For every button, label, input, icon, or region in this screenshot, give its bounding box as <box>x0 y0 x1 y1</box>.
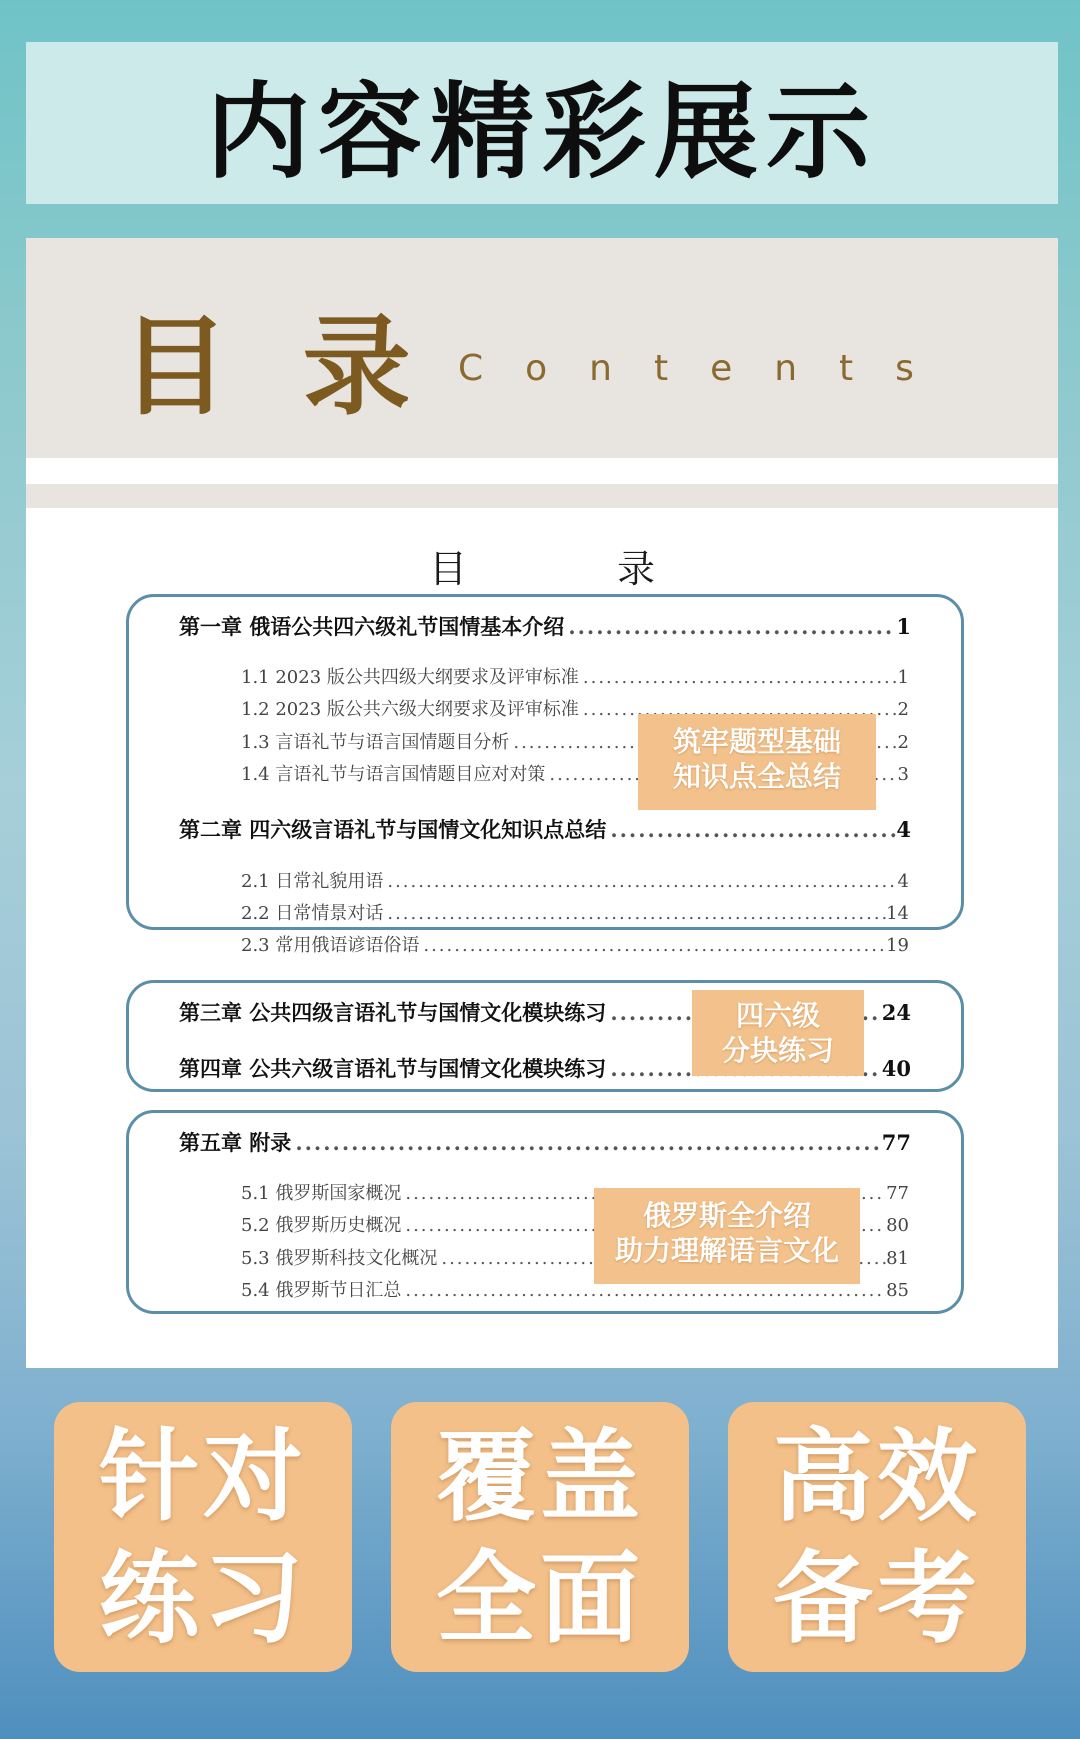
banner-title: 内容精彩展示 <box>205 71 878 193</box>
contents-header <box>26 238 1058 458</box>
toc-chapter[interactable]: 第四章 公共六级言语礼节与国情文化模块练习 ..... 40 <box>129 1053 961 1083</box>
toc-chapter[interactable]: 第一章 俄语公共四六级礼节国情基本介绍 ..... 1 <box>129 611 961 641</box>
toc-section[interactable]: 1.1 2023 版公共四级大纲要求及评审标准 ..... 1 <box>129 663 961 689</box>
toc-heading-right: 录 <box>617 547 656 591</box>
toc-section[interactable]: 2.2 日常情景对话 ..... 14 <box>129 899 961 925</box>
toc-section[interactable]: 5.2 俄罗斯历史概况 ..... 80 <box>129 1211 961 1237</box>
toc-heading <box>26 538 1058 593</box>
toc-page <box>26 508 1058 1368</box>
toc-chapter[interactable]: 第二章 四六级言语礼节与国情文化知识点总结 ..... 4 <box>129 814 961 844</box>
toc-section[interactable]: 2.3 常用俄语谚语俗语 ..... 19 <box>129 931 961 957</box>
highlight-tag: 四六级 分块练习 <box>692 990 864 1076</box>
toc-section[interactable]: 5.4 俄罗斯节日汇总 ..... 85 <box>129 1276 961 1302</box>
feature-card-targeted-practice: 针对 练习 <box>54 1402 352 1672</box>
toc-section[interactable]: 1.3 言语礼节与语言国情题目分析 ..... 2 <box>129 728 961 754</box>
toc-chapter[interactable]: 第五章 附录 ..... 77 <box>129 1127 961 1157</box>
toc-heading-left: 目 <box>428 547 467 591</box>
toc-section[interactable]: 5.1 俄罗斯国家概况 ..... 77 <box>129 1179 961 1205</box>
toc-chapter[interactable]: 第三章 公共四级言语礼节与国情文化模块练习 ..... 24 <box>129 997 961 1027</box>
toc-section[interactable]: 1.2 2023 版公共六级大纲要求及评审标准 ..... 2 <box>129 695 961 721</box>
highlight-tag: 筑牢题型基础 知识点全总结 <box>638 714 876 810</box>
toc-section[interactable]: 2.1 日常礼貌用语 ..... 4 <box>129 867 961 893</box>
feature-card-full-coverage: 覆盖 全面 <box>391 1402 689 1672</box>
feature-card-efficient-prep: 高效 备考 <box>728 1402 1026 1672</box>
highlight-tag: 俄罗斯全介绍 助力理解语言文化 <box>594 1188 860 1284</box>
page-top-bar <box>26 484 1058 508</box>
contents-title: 目 录 <box>121 304 429 430</box>
contents-subtitle: Contents <box>458 348 956 389</box>
toc-section[interactable]: 1.4 言语礼节与语言国情题目应对对策 ..... 3 <box>129 760 961 786</box>
top-banner <box>26 42 1058 204</box>
divider <box>26 458 1058 484</box>
toc-section[interactable]: 5.3 俄罗斯科技文化概况 ..... 81 <box>129 1244 961 1270</box>
